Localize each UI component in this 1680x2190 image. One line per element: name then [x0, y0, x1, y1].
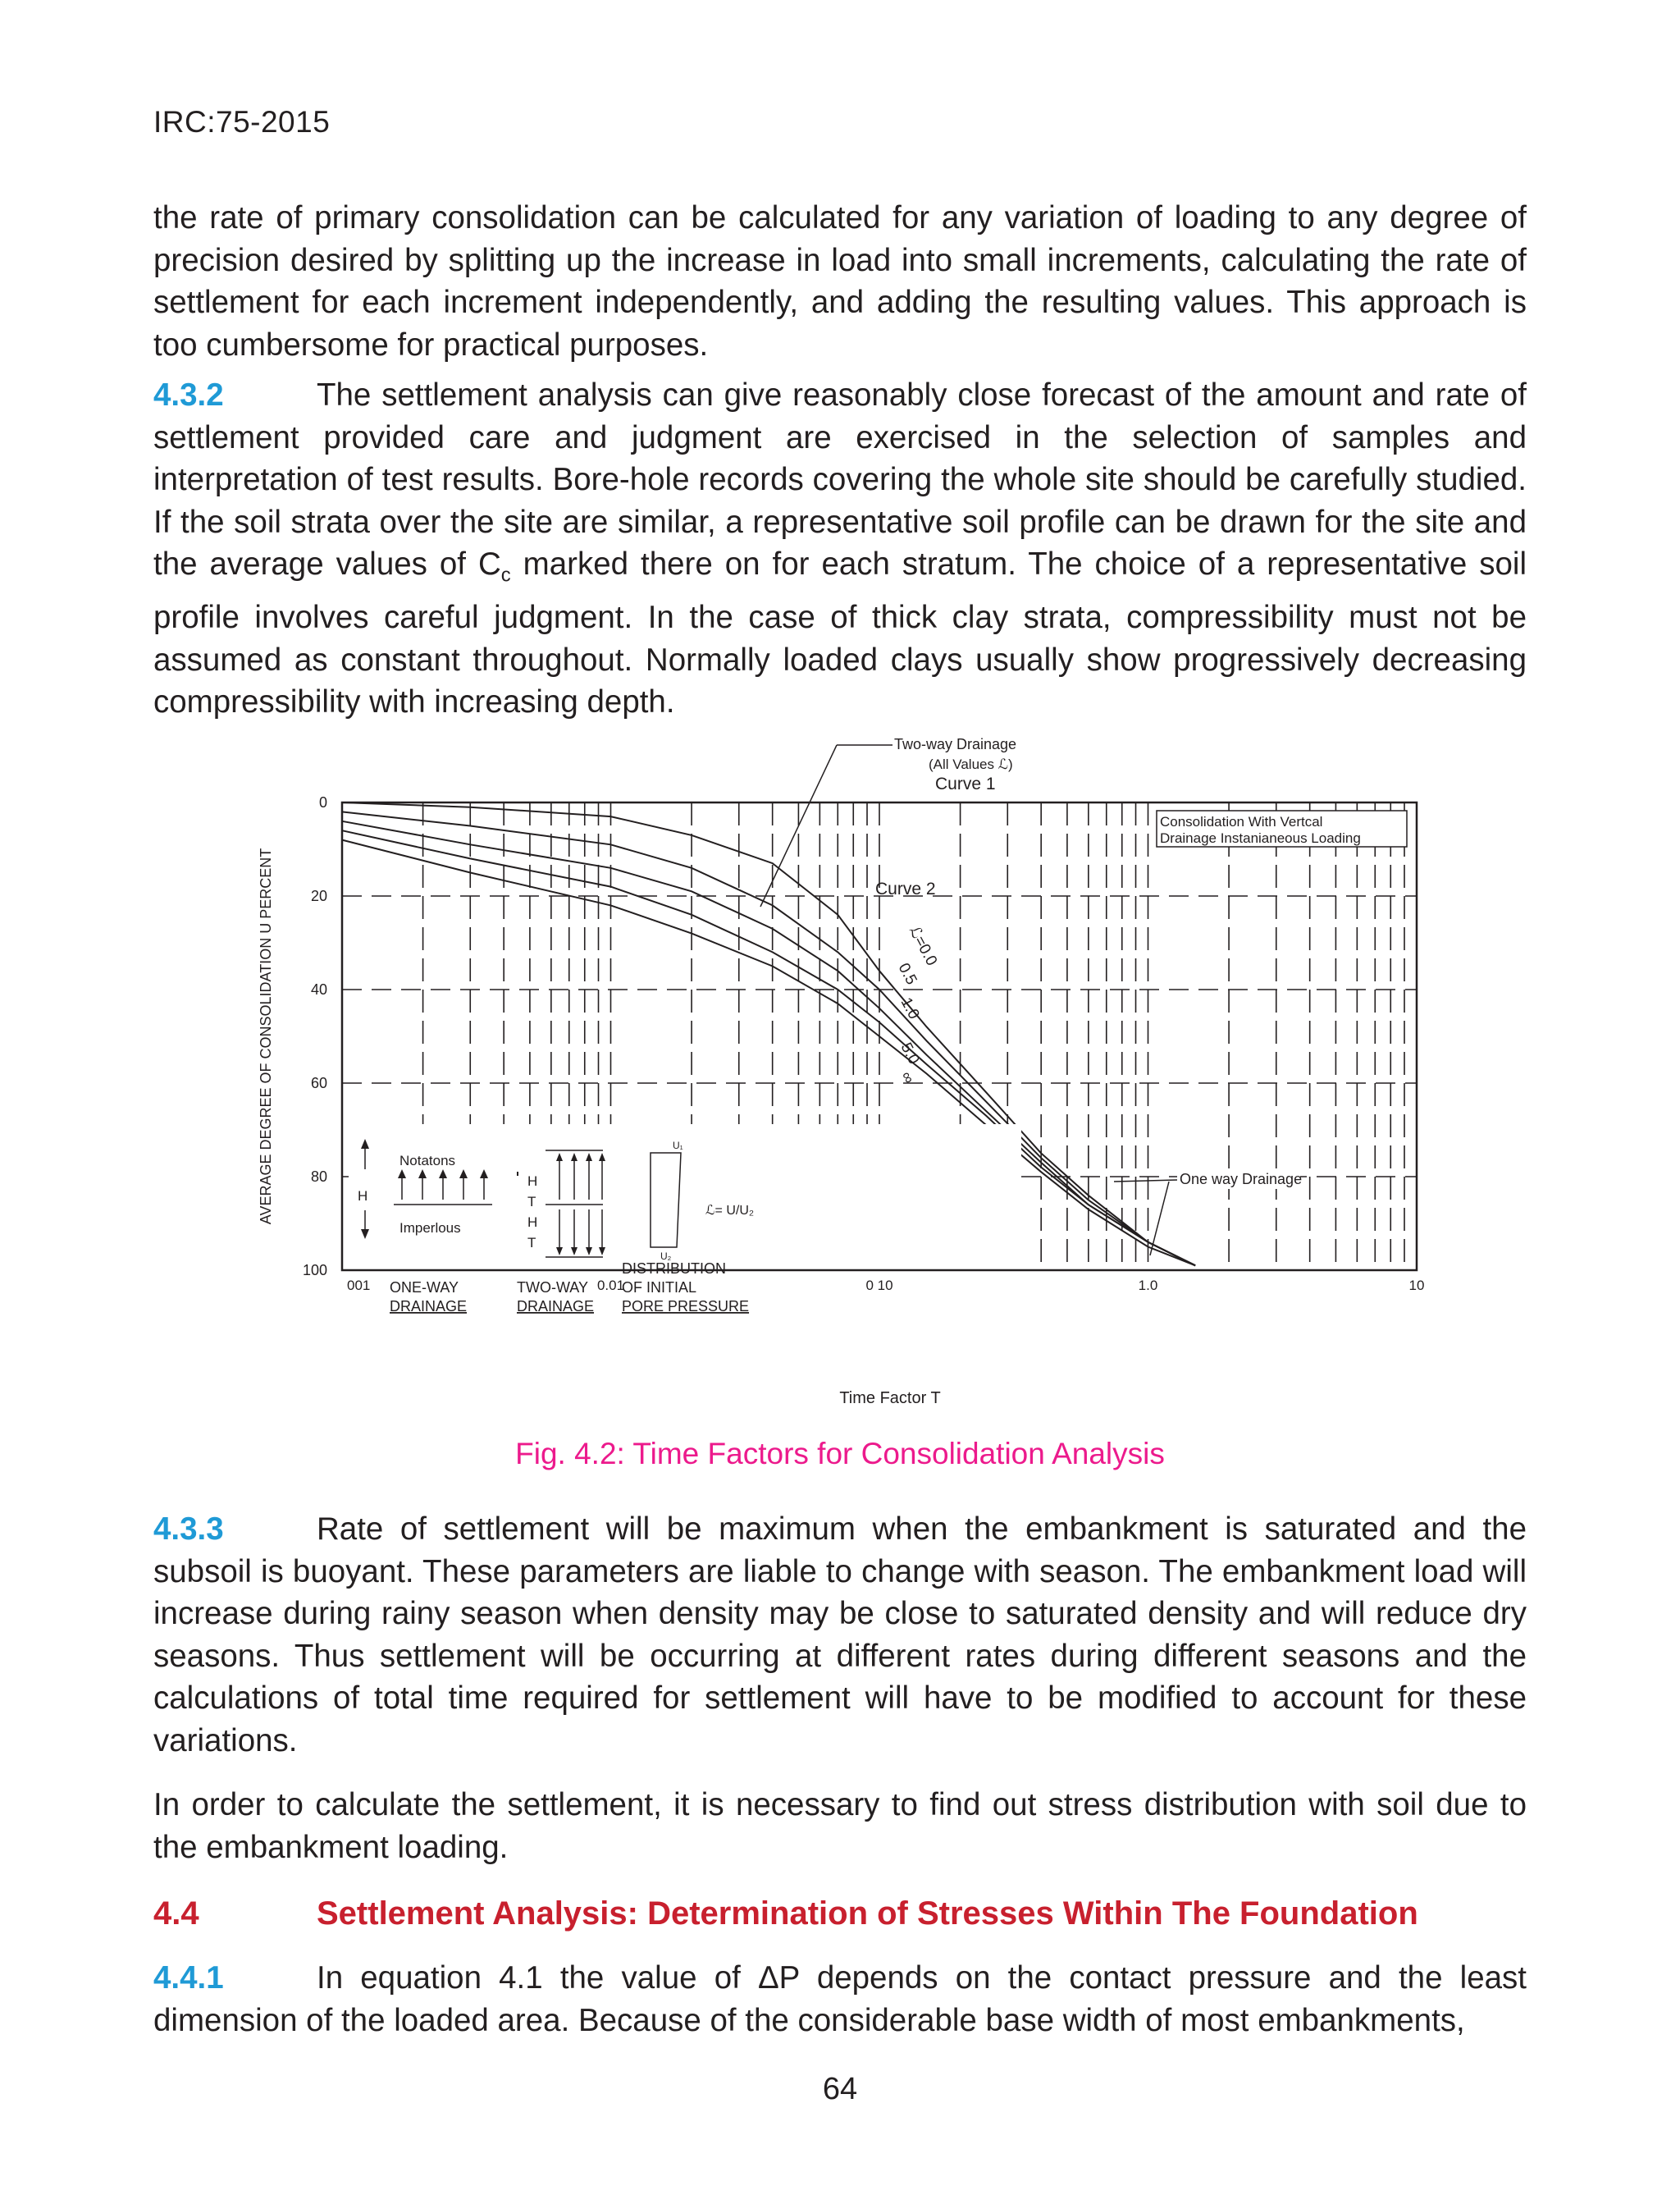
t-label: T — [527, 1194, 536, 1209]
x-axis-ticks — [347, 1278, 1424, 1293]
h-label: H — [527, 1173, 538, 1189]
y-tick-label: 80 — [310, 1168, 327, 1185]
y-tick-label: 100 — [302, 1262, 327, 1278]
one-way-drainage-label: One way Drainage — [1180, 1171, 1303, 1187]
notation-inset — [349, 1124, 1021, 1314]
y-tick-label: 60 — [310, 1075, 327, 1091]
paragraph-text: In equation 4.1 the value of ΔP depends on the contact pressure and the least dimension of the loaded area. Because of the considerable base width of most embankments, — [153, 1960, 1527, 2038]
x-tick-label: 0.01 — [596, 1278, 625, 1293]
consolidation-chart — [246, 730, 1460, 1420]
legend-box-line1: Consolidation With Vertcal — [1160, 814, 1323, 830]
curve-2-label: Curve 2 — [875, 880, 936, 898]
section-number: 4.3.3 — [153, 1511, 224, 1547]
document-code: IRC:75-2015 — [153, 105, 331, 139]
distribution-caption-1: DISTRIBUTION — [622, 1260, 727, 1277]
curve-label-0: ℒ=0.0 — [905, 923, 941, 969]
curve-label-1: 0.5 — [894, 960, 920, 988]
curve-1-label: Curve 1 — [935, 775, 996, 793]
distribution-caption-3: PORE PRESSURE — [622, 1298, 750, 1314]
ratio-label: ℒ= U/U₂ — [705, 1204, 755, 1218]
y-tick-label: 20 — [310, 888, 327, 904]
annotation-leader — [1150, 1182, 1169, 1255]
y-tick-label: 0 — [318, 794, 327, 811]
one-way-caption-1: ONE-WAY — [390, 1279, 459, 1296]
h-label: H — [358, 1188, 368, 1204]
x-tick-label: 0 10 — [865, 1278, 893, 1293]
annotation-leader — [1114, 1180, 1177, 1182]
curve-label-3: 5.0 — [897, 1040, 923, 1068]
paragraph-4-4-1 — [153, 1957, 1527, 2041]
impervious-label: Imperlous — [399, 1220, 461, 1236]
two-way-drainage-label: Two-way Drainage — [894, 736, 1017, 752]
x-axis-label: Time Factor T — [839, 1389, 941, 1407]
two-way-caption-1: TWO-WAY — [517, 1279, 588, 1296]
paragraph-intro: the rate of primary consolidation can be calculated for any variation of loading to any degree of precision desired by splitting up the increase in load into small increments, calculating the rate of settlement for each increment independently, and adding the resulting values. This approach is too cumbersome for practical purposes. — [153, 200, 1527, 363]
figure-caption: Fig. 4.2: Time Factors for Consolidation Analysis — [515, 1437, 1165, 1470]
paragraph-4-3-2 — [153, 374, 1527, 724]
y-axis-ticks — [303, 794, 327, 1278]
distribution-caption-2: OF INITIAL — [622, 1279, 697, 1296]
y-tick-label: 40 — [310, 981, 327, 998]
all-values-label: (All Values ℒ) — [929, 757, 1013, 772]
legend-box-line2: Drainage Instanianeous Loading — [1160, 830, 1361, 846]
u2-label: U₂ — [660, 1250, 672, 1262]
x-tick-label: 001 — [347, 1278, 371, 1293]
section-heading-4-4 — [153, 1895, 1418, 1932]
y-axis-label: AVERAGE DEGREE OF CONSOLIDATION U PERCENT — [258, 848, 274, 1225]
t-label: T — [527, 1235, 536, 1250]
one-way-caption-2: DRAINAGE — [390, 1298, 468, 1314]
section-number: 4.3.2 — [153, 377, 224, 413]
curve-label-2: 1.0 — [897, 994, 923, 1022]
x-tick-label: 10 — [1408, 1278, 1425, 1293]
x-tick-label: 1.0 — [1138, 1278, 1158, 1293]
h-label: H — [527, 1214, 538, 1230]
paragraph-stress: In order to calculate the settlement, it is necessary to find out stress distribution with soil due to the embankment loading. — [153, 1787, 1527, 1865]
paragraph-text: marked there on for each stratum. The choice of a representative soil profile involves careful judgment. In the case of thick clay strata, compressibility must not be assumed as constant throughout. Normally loaded clays usually show progressively decreasing compressibility with increasing depth. — [153, 546, 1527, 720]
section-number: 4.4.1 — [153, 1960, 224, 1996]
paragraph-text: Rate of settlement will be maximum when the embankment is saturated and the subsoil is buoyant. These parameters are liable to change with season. The embankment load will increase during rainy season when density may be close to saturated density and will reduce dry seasons. Thus settlement will be occurring at different rates during different seasons and the calculations of total time required for settlement will have to be modified to account for these variations. — [153, 1511, 1527, 1758]
u1-label: U₁ — [673, 1140, 683, 1151]
curve-label-4: ∞ — [897, 1068, 918, 1087]
two-way-caption-2: DRAINAGE — [517, 1298, 595, 1314]
paragraph-4-3-3 — [153, 1508, 1527, 1762]
section-number: 4.4 — [153, 1895, 199, 1932]
notations-label: Notatons — [399, 1153, 456, 1168]
paragraph-text: The settlement analysis can give reasonably close forecast of the amount and rate of settlement provided care and judgment are exercised in the selection of samples and interpretation of test results. Bore-hole records covering the whole site should be carefully studied. If the soil strata over the site are similar, a representative soil profile can be drawn for the site and the average values of C — [153, 377, 1527, 582]
page-number: 64 — [822, 2072, 858, 2106]
subscript: c — [500, 564, 511, 587]
section-title: Settlement Analysis: Determination of Stresses Within The Foundation — [317, 1895, 1418, 1932]
